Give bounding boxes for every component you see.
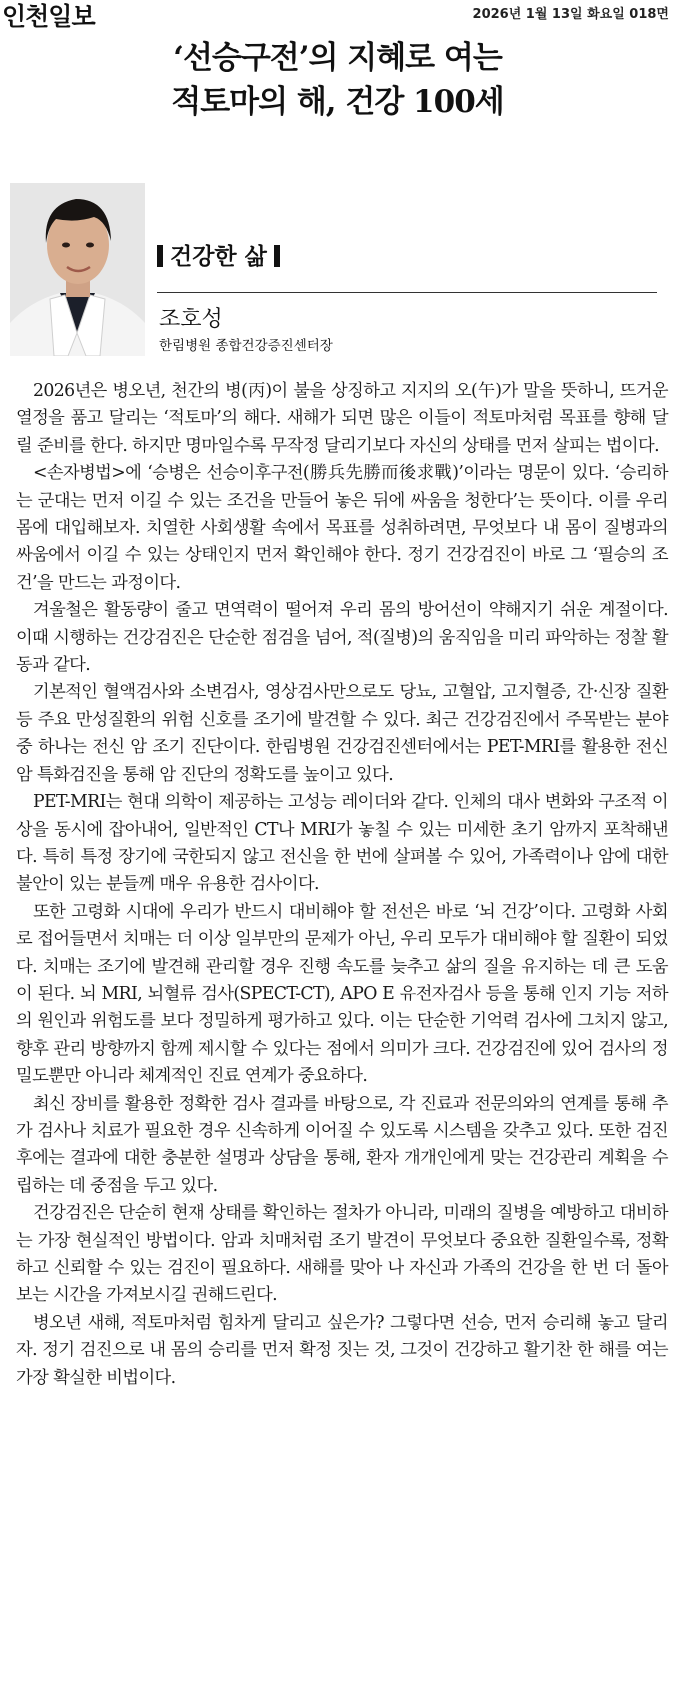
article-body [16, 378, 668, 1392]
author-photo [10, 183, 145, 356]
tag-bar-left [157, 245, 163, 267]
article-paragraph: 또한 고령화 시대에 우리가 반드시 대비해야 할 전선은 바로 ‘뇌 건강’이다. 고령화 사회로 접어들면서 치매는 더 이상 일부만의 문제가 아닌, 우리 모두가 대비해야 할 질환이 되었다. 치매는 조기에 발견해 관리할 경우 진행 속도를 늦추고 삶의 질을 유지하는 데 큰 도움이 된다. 뇌 MRI, 뇌혈류 검사(SPECT-CT), APO E 유전자검사 등을 통해 인지 기능 저하의 원인과 위험도를 보다 정밀하게 평가하고 있다. 이는 단순한 기억력 검사에 그치지 않고, 향후 관리 방향까지 함께 제시할 수 있다는 점에서 의미가 크다. 건강검진에 있어 검사의 정밀도뿐만 아니라 체계적인 진료 연계가 중요하다. [16, 901, 668, 1087]
article-paragraph: 병오년 새해, 적토마처럼 힘차게 달리고 싶은가? 그렇다면 선승, 먼저 승리해 놓고 달리자. 정기 검진으로 내 몸의 승리를 먼저 확정 짓는 것, 그것이 건강하고 활기찬 한 해를 여는 가장 확실한 비법이다. [16, 1312, 668, 1388]
dateline: 2026년 1월 13일 화요일 018면 [472, 7, 669, 22]
tag-bar-right [274, 245, 280, 267]
author-name: 조호성 [159, 307, 223, 332]
column-tag [157, 238, 280, 271]
newspaper-logo: 인천일보 [2, 2, 95, 31]
article-paragraph: 2026년은 병오년, 천간의 병(丙)이 불을 상징하고 지지의 오(午)가 말을 뜻하니, 뜨거운 열정을 품고 달리는 ‘적토마’의 해다. 새해가 되면 많은 이들이 적토마처럼 목표를 향해 달릴 준비를 한다. 하지만 명마일수록 무작정 달리기보다 자신의 상태를 먼저 살피는 법이다. [16, 381, 668, 456]
author-portrait-icon [10, 183, 145, 356]
article-paragraph: <손자병법>에 ‘승병은 선승이후구전(勝兵先勝而後求戰)’이라는 명문이 있다. ‘승리하는 군대는 먼저 이길 수 있는 조건을 만들어 놓은 뒤에 싸움을 청한다’는 뜻이다. 이를 우리 몸에 대입해보자. 치열한 사회생활 속에서 목표를 성취하려면, 무엇보다 내 몸이 질병과의 싸움에서 이길 수 있는 상태인지 먼저 확인해야 한다. 정기 건강검진이 바로 그 ‘필승의 조건’을 만드는 과정이다. [16, 463, 668, 593]
masthead [0, 0, 675, 31]
article-paragraph: 겨울철은 활동량이 줄고 면역력이 떨어져 우리 몸의 방어선이 약해지기 쉬운 계절이다. 이때 시행하는 건강검진은 단순한 점검을 넘어, 적(질병)의 움직임을 미리 파악하는 정찰 활동과 같다. [16, 600, 668, 676]
article-paragraph: 건강검진은 단순히 현재 상태를 확인하는 절차가 아니라, 미래의 질병을 예방하고 대비하는 가장 현실적인 방법이다. 암과 치매처럼 조기 발견이 무엇보다 중요한 질환일수록, 정확하고 신뢰할 수 있는 검진이 필요하다. 새해를 맞아 나 자신과 가족의 건강을 한 번 더 돌아보는 시간을 가져보시길 권해드린다. [16, 1203, 668, 1306]
article-headline [0, 36, 675, 124]
column-tag-label: 건강한 삶 [170, 244, 267, 270]
article-paragraph: 최신 장비를 활용한 정확한 검사 결과를 바탕으로, 각 진료과 전문의와의 연계를 통해 추가 검사나 치료가 필요한 경우 신속하게 이어질 수 있도록 시스템을 갖추고 있다. 또한 검진 후에는 결과에 대한 충분한 설명과 상담을 통해, 환자 개개인에게 맞는 건강관리 계획을 수립하는 데 중점을 두고 있다. [16, 1093, 668, 1196]
column-rule [157, 292, 657, 293]
article-paragraph: PET-MRI는 현대 의학이 제공하는 고성능 레이더와 같다. 인체의 대사 변화와 구조적 이상을 동시에 잡아내어, 일반적인 CT나 MRI가 놓칠 수 있는 미세한 초기 암까지 포착해낸다. 특히 특정 장기에 국한되지 않고 전신을 한 번에 살펴볼 수 있어, 가족력이나 암에 대한 불안이 있는 분들께 매우 유용한 검사이다. [16, 792, 668, 895]
headline-line-2: 적토마의 해, 건강 100세 [171, 84, 504, 120]
headline-line-1: ‘선승구전’의 지혜로 여는 [173, 40, 502, 76]
article-paragraph: 기본적인 혈액검사와 소변검사, 영상검사만으로도 당뇨, 고혈압, 고지혈증, 간·신장 질환 등 주요 만성질환의 위험 신호를 조기에 발견할 수 있다. 최근 건강검진에서 주목받는 분야 중 하나는 전신 암 조기 진단이다. 한림병원 건강검진센터에서는 PET-MRI를 활용한 전신암 특화검진을 통해 암 진단의 정확도를 높이고 있다. [16, 682, 668, 785]
author-title: 한림병원 종합건강증진센터장 [159, 338, 333, 354]
